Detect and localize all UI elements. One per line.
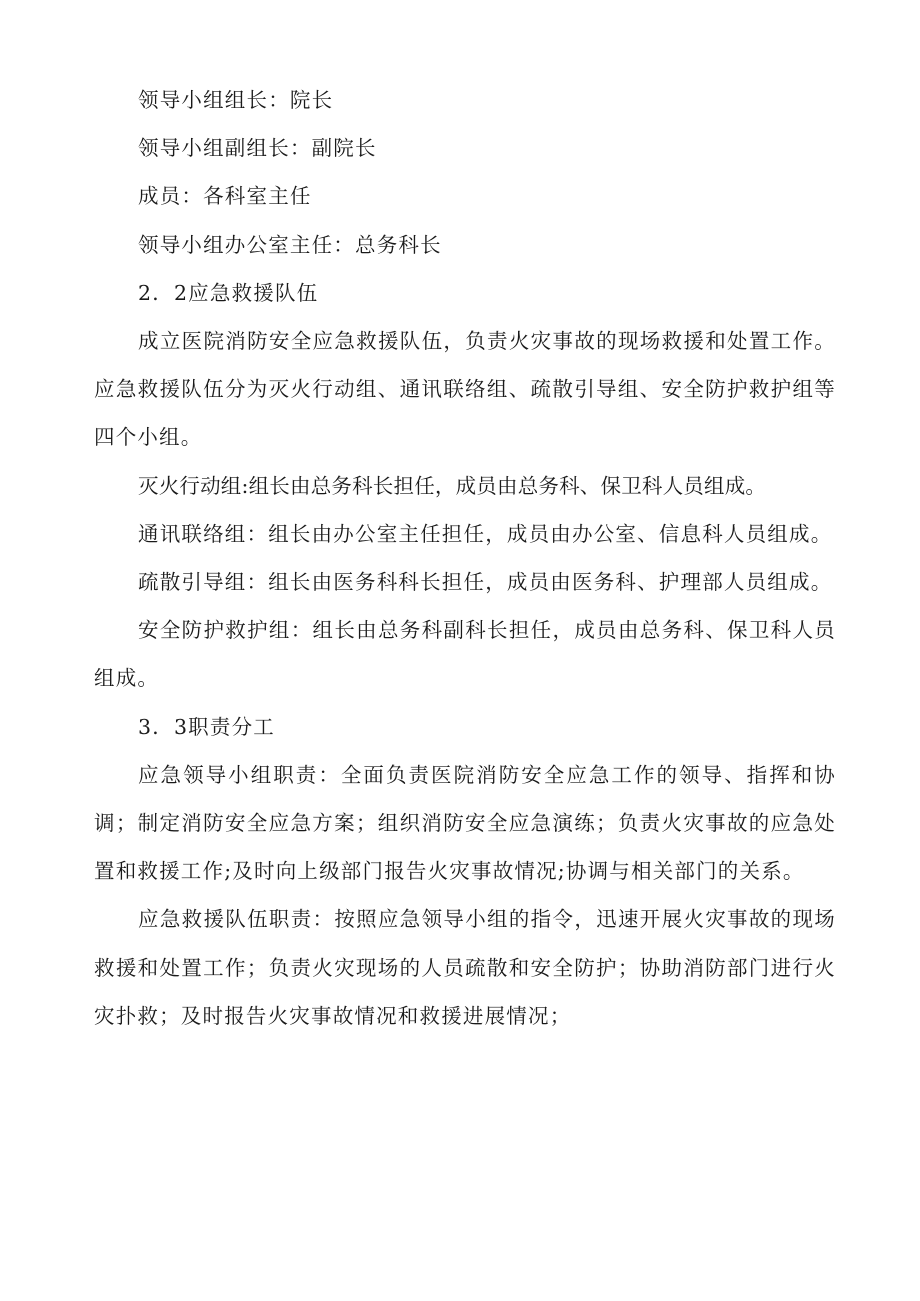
document-page [94,76,836,1040]
paragraph-safety-group: 安全防护救护组：组长由总务科副科长担任，成员由总务科、保卫科人员组成。 [94,618,836,691]
paragraph-rescue-team: 成立医院消防安全应急救援队伍，负责火灾事故的现场救援和处置工作。应急救援队伍分为灭火行动组、通讯联络组、疏散引导组、安全防护救护组等四个小组。 [94,329,836,450]
paragraph-rescue-duties: 应急救援队伍职责：按照应急领导小组的指令，迅速开展火灾事故的现场救援和处置工作；负责火灾现场的人员疏散和安全防护；协助消防部门进行火灾扑救；及时报告火灾事故情况和救援进展情况； [94,907,836,1028]
paragraph-leader: 领导小组组长：院长 [138,88,334,112]
section-heading-duties: 3．3职责分工 [138,714,275,739]
section-heading-rescue-team: 2．2应急救援队伍 [138,280,319,305]
paragraph-evacuation-group: 疏散引导组：组长由医务科科长担任，成员由医务科、护理部人员组成。 [138,570,833,595]
paragraph-members: 成员：各科室主任 [138,184,312,209]
paragraph-firefighting-group: 灭火行动组:组长由总务科长担任，成员由总务科、保卫科人员组成。 [138,473,767,498]
paragraph-communication-group: 通讯联络组：组长由办公室主任担任，成员由办公室、信息科人员组成。 [138,521,833,546]
paragraph-leadership-duties: 应急领导小组职责：全面负责医院消防安全应急工作的领导、指挥和协调；制定消防安全应急方案；组织消防安全应急演练；负责火灾事故的应急处置和救援工作;及时向上级部门报告火灾事故情况;协调与相关部门的关系。 [94,762,836,884]
paragraph-deputy-leader: 领导小组副组长：副院长 [138,136,377,161]
paragraph-office-director: 领导小组办公室主任：总务科长 [138,232,442,257]
